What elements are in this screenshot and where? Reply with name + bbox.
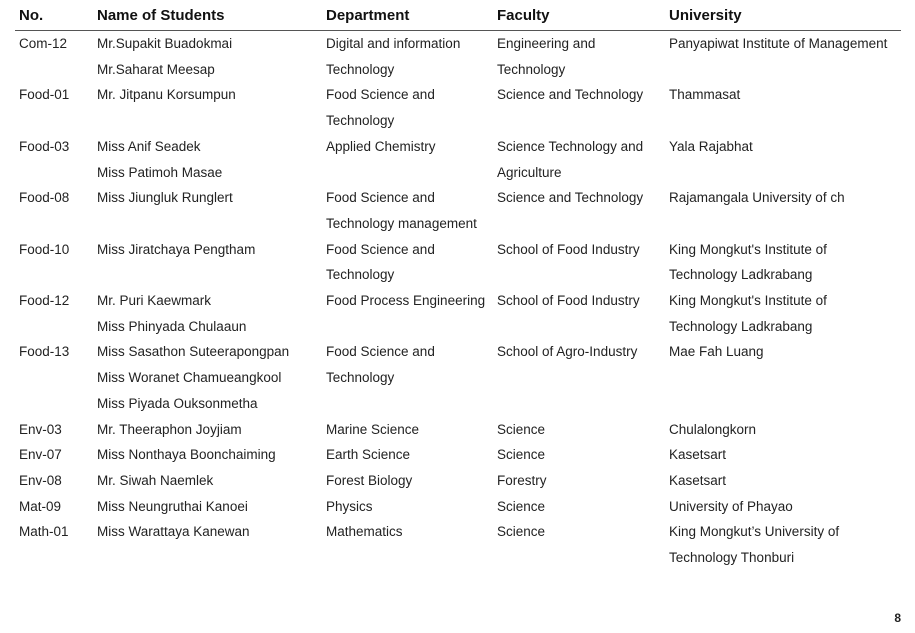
cell-names-line: Mr.Saharat Meesap [97,61,215,77]
cell-faculty-line: Science and Technology [497,87,644,103]
cell-names-line: Miss Woranet Chamueangkool [97,370,282,386]
table-row [15,134,901,185]
table-body [15,31,901,571]
cell-names [97,82,326,108]
cell-no: Math-01 [19,524,69,540]
table-row [15,185,901,236]
cell-department-line: Forest Biology [326,472,413,488]
cell-names-line: Miss Anif Seadek [97,138,201,154]
cell-names [97,519,326,545]
cell-department-line: Technology [326,370,395,386]
cell-university [669,442,901,468]
cell-department [326,288,497,314]
cell-university-line: Thammasat [669,87,741,103]
cell-university-line: Technology Ladkrabang [669,318,813,334]
header-no: No. [19,7,44,24]
cell-faculty-line: Agriculture [497,164,562,180]
cell-names-line: Miss Jiratchaya Pengtham [97,241,256,257]
cell-no: Env-08 [19,472,62,488]
cell-names-line: Miss Neungruthai Kanoei [97,498,248,514]
cell-names-line: Miss Warattaya Kanewan [97,524,250,540]
cell-department [326,237,497,288]
cell-department-line: Technology [326,113,395,129]
cell-names-line: Miss Patimoh Masae [97,164,223,180]
cell-faculty-line: Science [497,524,546,540]
cell-faculty-line: School of Agro-Industry [497,344,638,360]
cell-university-line: Kasetsart [669,447,727,463]
cell-department [326,519,497,545]
header-department: Department [326,7,410,24]
cell-no: Food-13 [19,344,70,360]
cell-faculty-line: Science Technology and [497,138,644,154]
cell-university [669,288,901,339]
cell-university-line: Panyapiwat Institute of Management [669,36,888,51]
table-row [15,82,901,133]
cell-university [669,134,901,160]
table-row [15,237,901,288]
cell-names-line: Mr. Puri Kaewmark [97,293,212,309]
table-row [15,288,901,339]
cell-university [669,185,901,211]
cell-faculty [497,442,669,468]
cell-no: Food-03 [19,138,70,154]
cell-names [97,442,326,468]
cell-university [669,339,901,365]
cell-names-line: Miss Jiungluk Runglert [97,190,233,206]
cell-university [669,31,901,57]
cell-names [97,31,326,82]
cell-names-line: Mr.Supakit Buadokmai [97,36,233,51]
cell-university-line: Kasetsart [669,472,727,488]
cell-faculty [497,288,669,314]
cell-department [326,442,497,468]
students-table [15,0,901,571]
cell-names [97,339,326,416]
cell-university [669,519,901,570]
cell-department [326,417,497,443]
cell-faculty-line: Science [497,498,546,514]
table-row [15,31,901,82]
cell-faculty [497,31,669,82]
cell-no: Com-12 [19,36,68,51]
cell-department [326,82,497,133]
cell-names-line: Miss Phinyada Chulaaun [97,318,247,334]
cell-university-line: Technology Ladkrabang [669,267,813,283]
cell-faculty [497,519,669,545]
cell-names [97,417,326,443]
table-header [15,0,901,31]
cell-department-line: Food Science and [326,190,435,206]
cell-names-line: Miss Piyada Ouksonmetha [97,395,258,411]
cell-no: Food-12 [19,293,70,309]
header-name: Name of Students [97,7,225,24]
cell-department-line: Food Science and [326,87,435,103]
cell-faculty-line: School of Food Industry [497,241,640,257]
cell-no: Env-07 [19,447,62,463]
table-row [15,339,901,416]
cell-faculty [497,417,669,443]
table-row [15,519,901,570]
cell-names [97,468,326,494]
cell-university-line: King Mongkut’s University of [669,524,840,540]
cell-no: Env-03 [19,421,62,437]
cell-department [326,134,497,160]
cell-faculty [497,494,669,520]
cell-no: Food-10 [19,241,70,257]
cell-department-line: Food Process Engineering [326,293,486,309]
cell-names [97,494,326,520]
cell-faculty [497,82,669,108]
cell-department-line: Food Science and [326,344,435,360]
cell-university-line: Yala Rajabhat [669,138,753,154]
cell-names [97,288,326,339]
cell-faculty-line: Technology [497,61,566,77]
cell-department [326,339,497,390]
cell-department-line: Technology management [326,215,477,231]
cell-university [669,417,901,443]
table-row [15,494,901,520]
cell-no: Mat-09 [19,498,62,514]
cell-no: Food-08 [19,190,70,206]
cell-department-line: Technology [326,267,395,283]
cell-department-line: Earth Science [326,447,411,463]
cell-university-line: Technology Thonburi [669,550,795,566]
cell-department-line: Marine Science [326,421,420,437]
header-university: University [669,7,742,24]
cell-faculty-line: Science [497,421,546,437]
cell-university [669,468,901,494]
cell-faculty-line: Forestry [497,472,547,488]
cell-department-line: Food Science and [326,241,435,257]
cell-faculty [497,185,669,211]
cell-faculty-line: School of Food Industry [497,293,640,309]
cell-university [669,82,901,108]
table-row [15,468,901,494]
cell-department-line: Technology [326,61,395,77]
cell-university-line: Chulalongkorn [669,421,757,437]
header-faculty: Faculty [497,7,550,24]
cell-university [669,494,901,520]
cell-department [326,185,497,236]
cell-names-line: Miss Nonthaya Boonchaiming [97,447,276,463]
cell-department [326,31,497,82]
cell-department-line: Digital and information [326,36,461,51]
cell-department [326,494,497,520]
cell-university-line: King Mongkut's Institute of [669,241,827,257]
cell-department-line: Physics [326,498,373,514]
cell-department [326,468,497,494]
page-number: 8 [894,611,901,625]
cell-faculty-line: Science and Technology [497,190,644,206]
cell-faculty-line: Engineering and [497,36,596,51]
cell-names-line: Miss Sasathon Suteerapongpan [97,344,290,360]
cell-university [669,237,901,288]
cell-faculty [497,468,669,494]
cell-faculty [497,134,669,185]
cell-faculty [497,339,669,365]
cell-faculty [497,237,669,263]
cell-names [97,237,326,263]
cell-faculty-line: Science [497,447,546,463]
cell-department-line: Mathematics [326,524,403,540]
cell-department-line: Applied Chemistry [326,138,436,154]
cell-names-line: Mr. Jitpanu Korsumpun [97,87,236,103]
cell-university-line: King Mongkut's Institute of [669,293,827,309]
cell-no: Food-01 [19,87,70,103]
cell-names [97,185,326,211]
cell-names [97,134,326,185]
cell-university-line: University of Phayao [669,498,793,514]
cell-names-line: Mr. Theeraphon Joyjiam [97,421,242,437]
cell-university-line: Mae Fah Luang [669,344,764,360]
table-row [15,417,901,443]
cell-university-line: Rajamangala University of ch [669,190,845,206]
table-row [15,442,901,468]
cell-names-line: Mr. Siwah Naemlek [97,472,214,488]
